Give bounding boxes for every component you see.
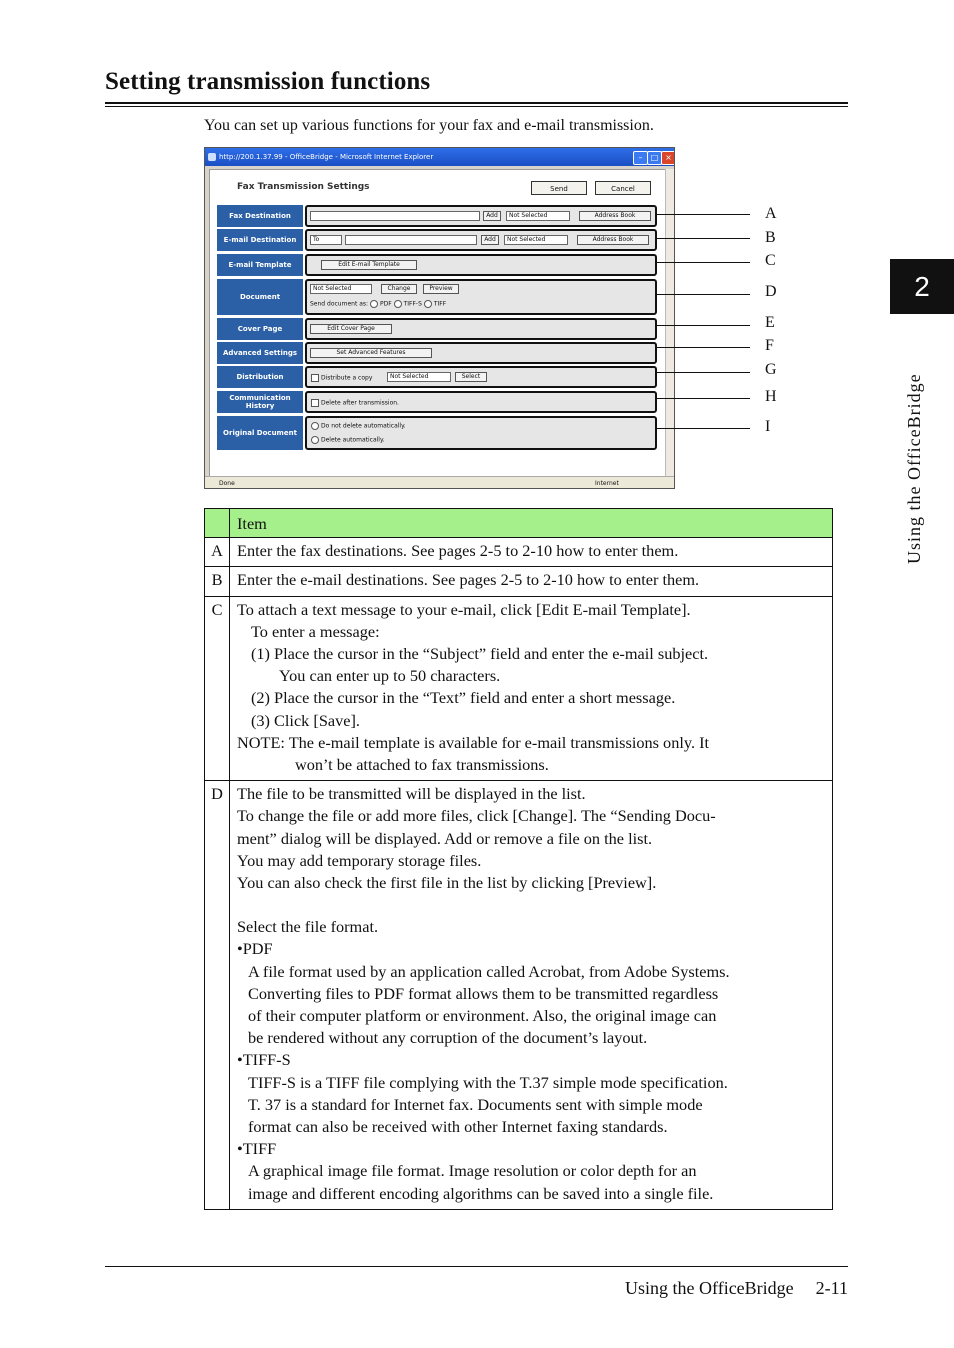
advanced-settings-field — [305, 342, 657, 364]
row-text: Enter the e-mail destinations. See pages 2-5 to 2-10 how to enter them. — [230, 567, 833, 596]
email-template-field — [305, 254, 657, 276]
callout-line-c — [655, 262, 750, 263]
row-label-document: Document — [217, 279, 303, 315]
table-row — [205, 781, 833, 1210]
row-label-fax-destination: Fax Destination — [217, 205, 303, 227]
row-label-email-destination: E-mail Destination — [217, 229, 303, 251]
set-advanced-features-button[interactable]: Set Advanced Features — [310, 348, 432, 358]
fax-address-select[interactable]: Not Selected — [506, 211, 570, 221]
section-heading: Setting transmission functions — [105, 68, 431, 95]
callout-f: F — [765, 337, 774, 354]
table-header-row — [205, 509, 833, 538]
fax-number-input[interactable] — [310, 211, 480, 221]
callout-line-h — [655, 398, 750, 399]
page-content — [209, 169, 667, 479]
table-row — [205, 596, 833, 781]
status-done: Done — [219, 480, 235, 487]
sidebar-label: Using the OfficeBridge — [904, 373, 924, 564]
page-footer — [625, 1278, 848, 1299]
vertical-scrollbar[interactable] — [665, 169, 675, 477]
heading-rule-thin — [105, 106, 848, 107]
browser-screenshot — [204, 147, 675, 489]
email-address-input[interactable] — [345, 235, 477, 245]
window-titlebar — [205, 148, 674, 166]
row-key: B — [205, 567, 230, 596]
delete-automatically-option: Delete automatically. — [311, 436, 385, 444]
callout-line-d — [655, 294, 750, 295]
callout-line-e — [655, 325, 750, 326]
table-row — [205, 567, 833, 596]
callout-h: H — [765, 388, 777, 405]
row-label-communication-history: Communication History — [217, 391, 303, 413]
fax-add-button[interactable]: Add — [483, 211, 501, 221]
row-label-advanced-settings: Advanced Settings — [217, 342, 303, 364]
radio-tiff[interactable] — [424, 300, 432, 308]
status-zone: Internet — [595, 480, 619, 487]
format-tiffs-title: •TIFF-S — [237, 1050, 291, 1070]
intro-text: You can set up various functions for your fax and e-mail transmission. — [204, 117, 654, 134]
email-address-select[interactable]: Not Selected — [504, 235, 568, 245]
callout-d: D — [765, 283, 777, 300]
row-text: Enter the fax destinations. See pages 2-5 to 2-10 how to enter them. — [230, 538, 833, 567]
minimize-icon[interactable]: – — [633, 151, 648, 165]
close-icon[interactable]: × — [661, 151, 675, 165]
email-to-select[interactable]: To — [310, 235, 342, 245]
format-tiff-title: •TIFF — [237, 1139, 277, 1159]
callout-i: I — [765, 418, 771, 435]
email-add-button[interactable]: Add — [481, 235, 499, 245]
items-table — [204, 508, 833, 1210]
communication-history-field — [305, 391, 657, 413]
row-label-email-template: E-mail Template — [217, 254, 303, 276]
distribution-field — [305, 366, 657, 388]
document-select[interactable]: Not Selected — [310, 284, 372, 294]
format-row: Send document as: PDF TIFF-S TIFF — [310, 300, 447, 308]
row-text: To attach a text message to your e-mail, click [Edit E-mail Template]. To enter a message: (1) Place the cursor in the “Subject” field and enter the e-mail subject. You can enter up to 50 characters. (2) Place the cursor in the “Text” field and enter a short message. (3) Click [Save]. NOTE: The e-mail template is available for e-mail transmissions only. It won’t be attached to fax transmissions. — [230, 596, 833, 781]
radio-tiffs[interactable] — [394, 300, 402, 308]
note-text: NOTE: The e-mail template is available for e-mail transmissions only. It — [237, 732, 710, 752]
distribution-select-button[interactable]: Select — [455, 372, 487, 382]
footer-section: Using the OfficeBridge — [625, 1278, 794, 1298]
page-number: 2-11 — [815, 1278, 848, 1298]
document-field — [305, 279, 657, 315]
send-button[interactable]: Send — [531, 181, 587, 195]
distribute-copy-option: Distribute a copy — [311, 374, 372, 382]
edit-cover-page-button[interactable]: Edit Cover Page — [310, 324, 392, 334]
callout-line-b — [655, 238, 750, 239]
callout-e: E — [765, 314, 775, 331]
edit-email-template-button[interactable]: Edit E-mail Template — [321, 260, 417, 270]
preview-button[interactable]: Preview — [423, 284, 459, 294]
row-text: The file to be transmitted will be displayed in the list. To change the file or add more files, click [Change]. The “Sending Docu- ment” dialog will be displayed. Add or remove a file on the list. You may add temporary storage files. You can also check the first file in the list by clicking [Preview]. Select the file format. •PDF A file format used by an application called Acrobat, from Adobe Systems. Converting files to PDF format allows them to be transmitted regardless of their computer platform or environment. Also, the original image can be rendered without any corruption of the document’s layout. •TIFF-S TIFF-S is a TIFF file complying with the T.37 simple mode specification. T. 37 is a standard for Internet fax. Documents sent with simple mode format can also be received with other Internet faxing standards. •TIFF A graphical image file format. Image resolution or color depth for an image and different encoding algorithms can be saved into a single file. — [230, 781, 833, 1210]
header-item-cell: Item — [230, 509, 833, 538]
maximize-icon[interactable]: □ — [647, 151, 662, 165]
callout-b: B — [765, 229, 776, 246]
email-address-book-button[interactable]: Address Book — [577, 235, 649, 245]
radio-do-not-delete[interactable] — [311, 422, 319, 430]
row-label-cover-page: Cover Page — [217, 318, 303, 340]
window-title: http://200.1.37.99 - OfficeBridge - Microsoft Internet Explorer — [219, 153, 434, 161]
chapter-tab: 2 — [890, 259, 954, 314]
footer-rule — [105, 1266, 848, 1267]
original-document-field — [305, 416, 657, 450]
format-pdf-title: •PDF — [237, 939, 273, 959]
callout-line-f — [655, 347, 750, 348]
cover-page-field — [305, 318, 657, 340]
table-row — [205, 538, 833, 567]
row-key: C — [205, 596, 230, 781]
ie-icon — [208, 153, 216, 161]
do-not-delete-option: Do not delete automatically. — [311, 422, 406, 430]
callout-line-a — [655, 214, 750, 215]
radio-delete-automatically[interactable] — [311, 436, 319, 444]
cancel-button[interactable]: Cancel — [595, 181, 651, 195]
distribute-checkbox[interactable] — [311, 374, 319, 382]
form-title: Fax Transmission Settings — [237, 182, 370, 192]
callout-line-i — [655, 428, 750, 429]
heading-rule — [105, 102, 848, 104]
status-bar — [205, 476, 674, 489]
row-label-distribution: Distribution — [217, 366, 303, 388]
delete-after-transmission-option: Delete after transmission. — [311, 399, 399, 407]
callout-line-g — [655, 372, 750, 373]
email-destination-field — [305, 229, 657, 251]
callout-g: G — [765, 361, 777, 378]
row-key: A — [205, 538, 230, 567]
header-key-cell — [205, 509, 230, 538]
row-label-original-document: Original Document — [217, 416, 303, 450]
callout-c: C — [765, 252, 776, 269]
fax-address-book-button[interactable]: Address Book — [579, 211, 651, 221]
delete-after-checkbox[interactable] — [311, 399, 319, 407]
fax-destination-field — [305, 205, 657, 227]
row-key: D — [205, 781, 230, 1210]
callout-a: A — [765, 205, 777, 222]
radio-pdf[interactable] — [370, 300, 378, 308]
distribution-select[interactable]: Not Selected — [387, 372, 451, 382]
change-button[interactable]: Change — [381, 284, 417, 294]
